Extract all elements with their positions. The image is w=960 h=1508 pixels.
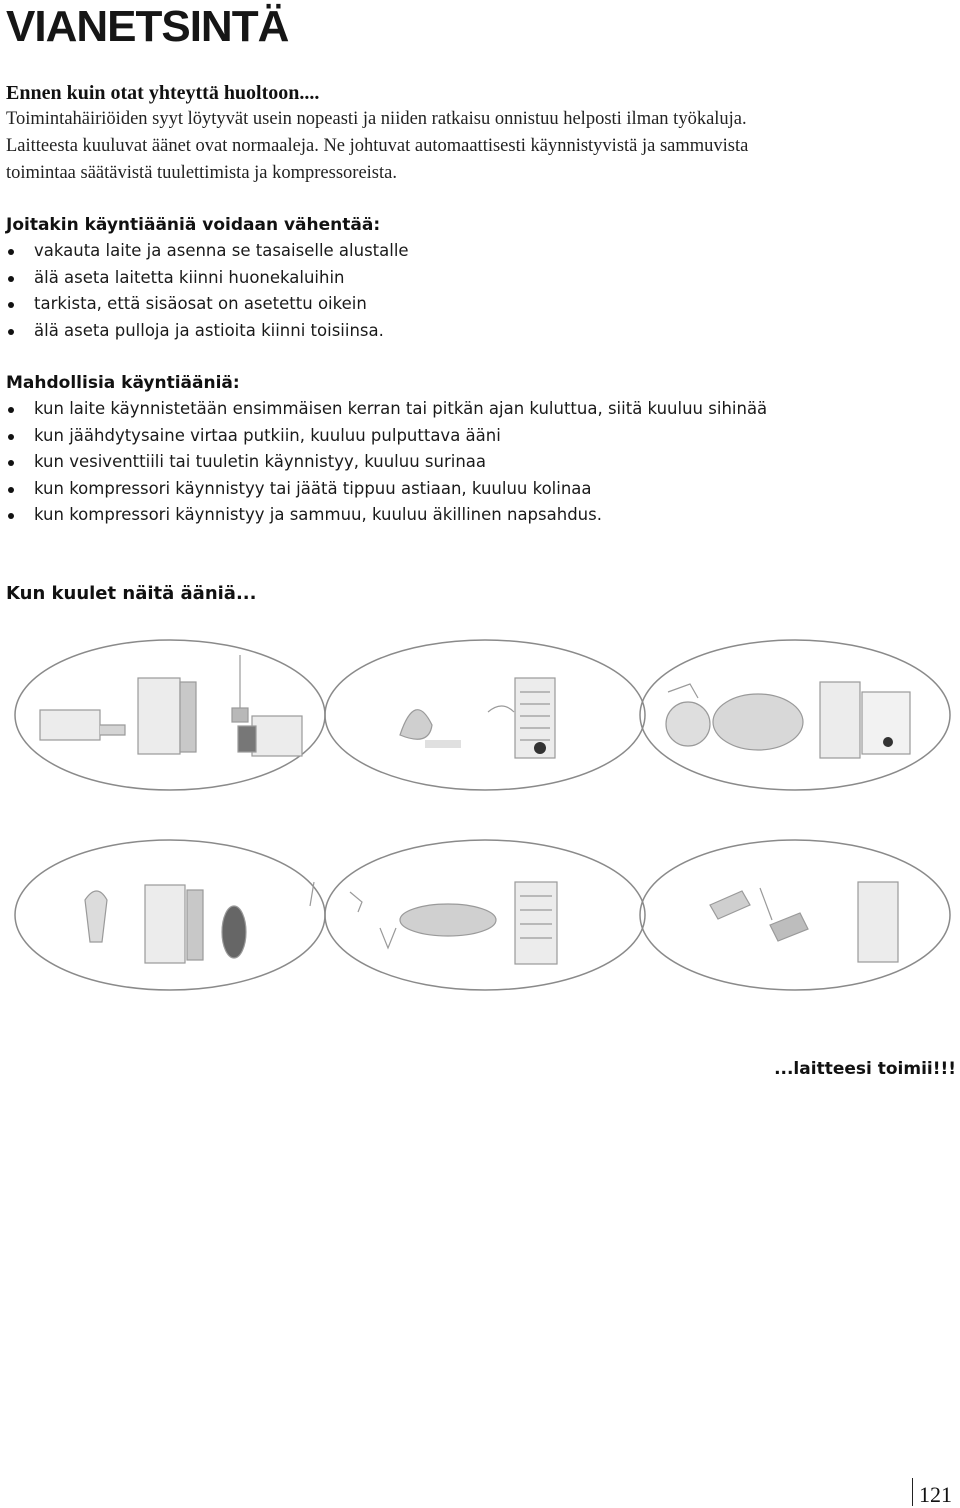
list-item: kun kompressori käynnistyy ja sammuu, kuuluu äkillinen napsahdus. bbox=[6, 502, 956, 529]
intro-line: toimintaa säätävistä tuulettimista ja kompressoreista. bbox=[6, 163, 397, 183]
sounds-heading: Kun kuulet näitä ääniä... bbox=[6, 583, 257, 604]
bullet-icon bbox=[8, 407, 14, 413]
list-item: kun laite käynnistetään ensimmäisen kerran tai pitkän ajan kuluttua, siitä kuuluu sihinää bbox=[6, 396, 956, 423]
list-item: älä aseta laitetta kiinni huonekaluihin bbox=[6, 265, 956, 292]
intro-block bbox=[6, 80, 956, 187]
page-title: VIANETSINTÄ bbox=[6, 2, 289, 51]
intro-line: Laitteesta kuuluvat äänet ovat normaaleja. Ne johtuvat automaattisesti käynnistyvistä ja sammuvista bbox=[6, 136, 749, 156]
compressor-ice-sketch-icon bbox=[666, 682, 910, 758]
list-item: älä aseta pulloja ja astioita kiinni toisiinsa. bbox=[6, 318, 956, 345]
bullet-icon bbox=[8, 249, 14, 255]
possible-heading: Mahdollisia käyntiääniä: bbox=[6, 373, 240, 393]
reduce-heading: Joitakin käyntiääniä voidaan vähentää: bbox=[6, 215, 381, 235]
sounds-footer: ...laitteesi toimii!!! bbox=[774, 1059, 956, 1079]
bullet-icon bbox=[8, 302, 14, 308]
list-item: kun kompressori käynnistyy tai jäätä tippuu astiaan, kuuluu kolinaa bbox=[6, 476, 956, 503]
bullet-icon bbox=[8, 276, 14, 282]
bullet-icon bbox=[8, 513, 14, 519]
illustration-ellipse bbox=[325, 640, 645, 790]
list-item: kun jäähdytysaine virtaa putkiin, kuuluu pulputtava ääni bbox=[6, 423, 956, 450]
possible-list bbox=[6, 396, 956, 529]
refrigerant-flow-sketch-icon bbox=[400, 678, 555, 758]
on-off-click-sketch-icon bbox=[710, 882, 898, 962]
reduce-list bbox=[6, 238, 956, 344]
bullet-icon bbox=[8, 487, 14, 493]
bullet-icon bbox=[8, 434, 14, 440]
reduce-section bbox=[6, 212, 956, 344]
possible-section bbox=[6, 370, 956, 529]
page-number-divider bbox=[912, 1478, 913, 1506]
valve-fan-sketch-icon bbox=[40, 655, 302, 756]
bullet-icon bbox=[8, 460, 14, 466]
sound-illustrations bbox=[0, 630, 960, 1040]
ice-drop-sketch-icon bbox=[310, 882, 557, 964]
compressor-start-sketch-icon bbox=[85, 885, 246, 963]
list-item: vakauta laite ja asenna se tasaiselle alustalle bbox=[6, 238, 956, 265]
list-item: kun vesiventtiili tai tuuletin käynnistyy, kuuluu surinaa bbox=[6, 449, 956, 476]
intro-heading: Ennen kuin otat yhteyttä huoltoon.... bbox=[6, 82, 320, 104]
list-item: tarkista, että sisäosat on asetettu oikein bbox=[6, 291, 956, 318]
bullet-icon bbox=[8, 329, 14, 335]
intro-line: Toimintahäiriöiden syyt löytyvät usein nopeasti ja niiden ratkaisu onnistuu helposti ilman työkaluja. bbox=[6, 109, 747, 129]
page-number: 121 bbox=[919, 1482, 952, 1507]
